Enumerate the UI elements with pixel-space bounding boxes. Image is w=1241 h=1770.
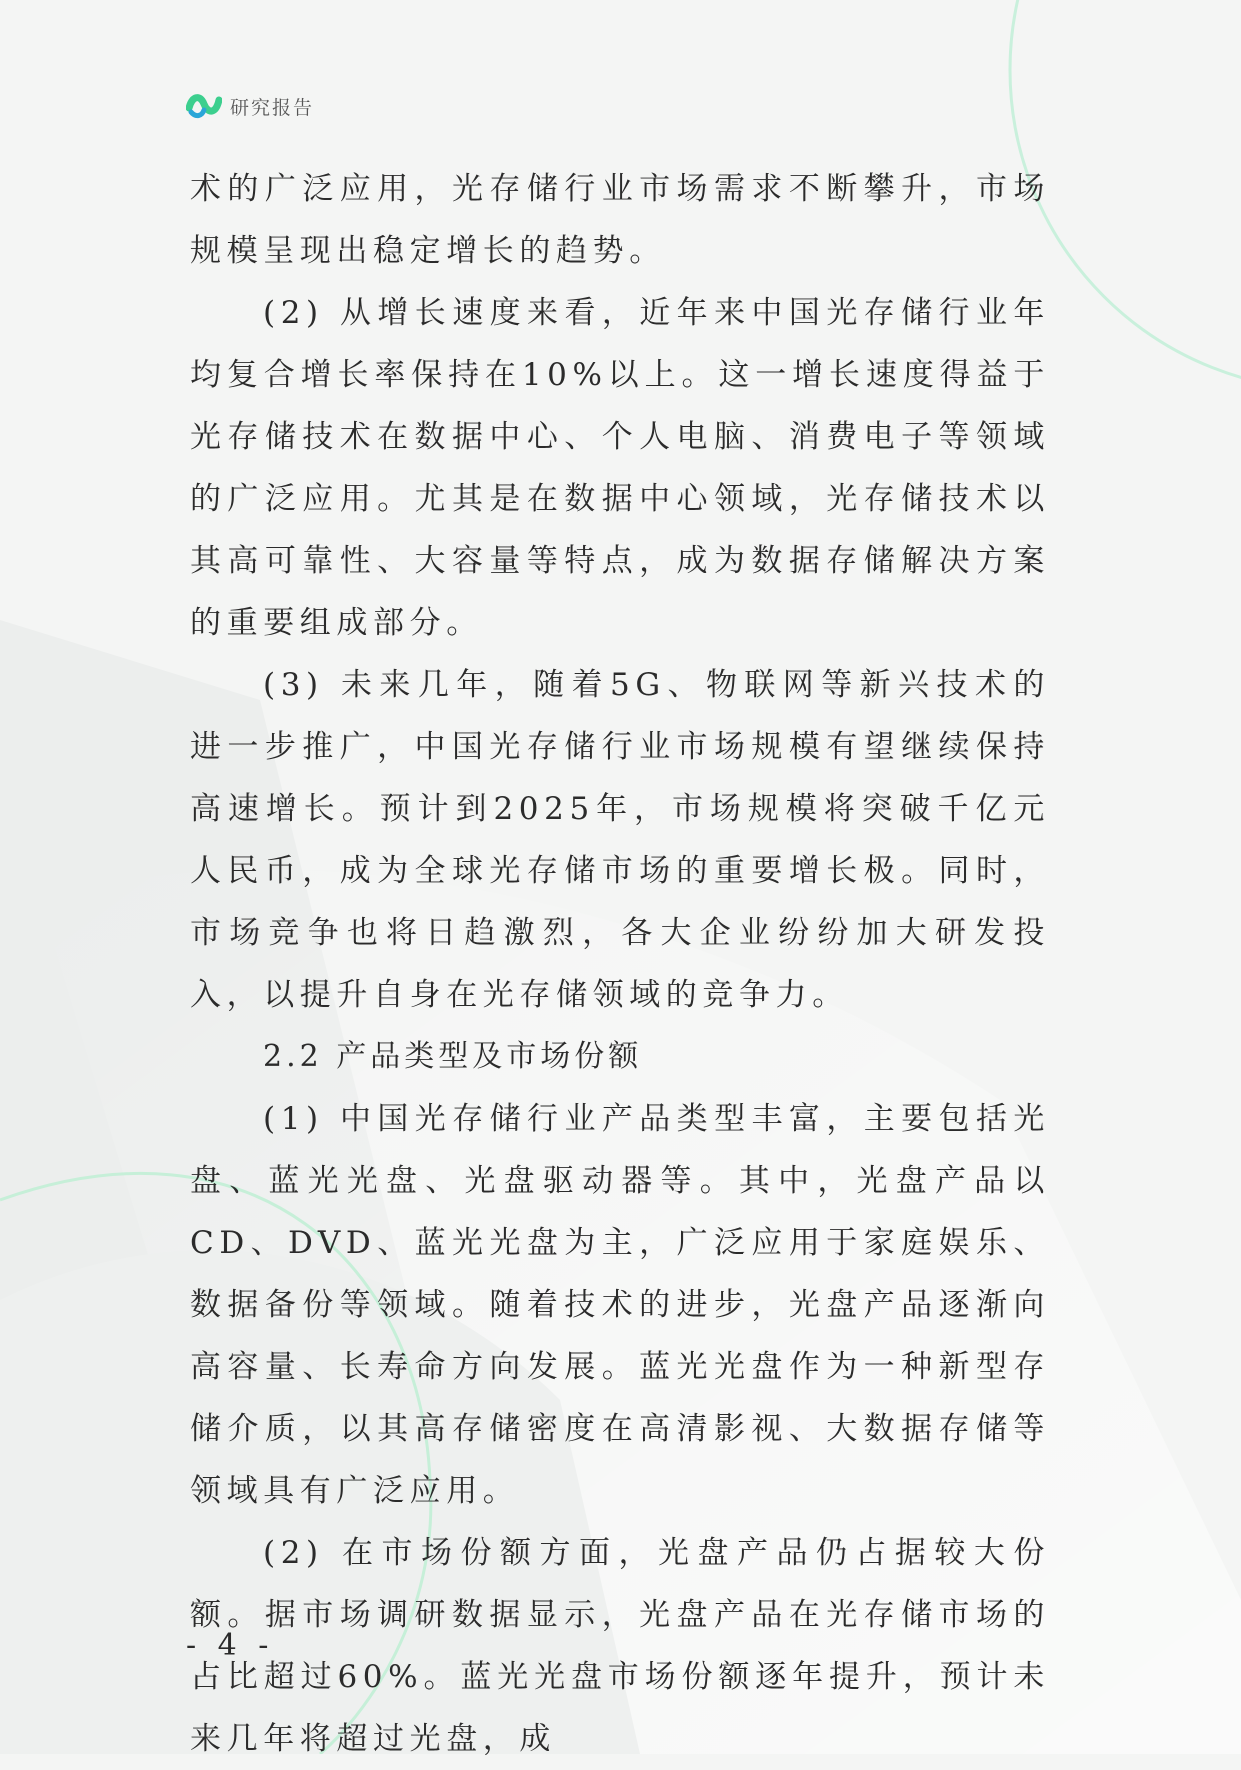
brand-logo-icon [186, 88, 222, 124]
paragraph-growth-rate: (2) 从增长速度来看，近年来中国光存储行业年均复合增长率保持在10%以上。这一增长速度得益于光存储技术在数据中心、个人电脑、消费电子等领域的广泛应用。尤其是在数据中心领域，光存储技术以其高可靠性、大容量等特点，成为数据存储解决方案的重要组成部分。 [190, 295, 1050, 641]
document-header [186, 86, 314, 126]
paragraph-market-share: (2) 在市场份额方面，光盘产品仍占据较大份额。据市场调研数据显示，光盘产品在光存储市场的占比超过60%。蓝光光盘市场份额逐年提升，预计未来几年将超过光盘，成 [190, 1535, 1050, 1757]
header-title: 研究报告 [230, 96, 315, 119]
paragraph-continuation: 术的广泛应用，光存储行业市场需求不断攀升，市场规模呈现出稳定增长的趋势。 [190, 171, 1050, 269]
paragraph-product-types: (1) 中国光存储行业产品类型丰富，主要包括光盘、蓝光光盘、光盘驱动器等。其中，光盘产品以CD、DVD、蓝光光盘为主，广泛应用于家庭娱乐、数据备份等领域。随着技术的进步，光盘产品逐渐向高容量、长寿命方向发展。蓝光光盘作为一种新型存储介质，以其高存储密度在高清影视、大数据存储等领域具有广泛应用。 [190, 1101, 1050, 1509]
page-number: - 4 - [186, 1628, 275, 1663]
section-heading: 2.2 产品类型及市场份额 [263, 1039, 643, 1074]
page-content [190, 158, 1050, 1770]
paragraph-future-outlook: (3) 未来几年，随着5G、物联网等新兴技术的进一步推广，中国光存储行业市场规模有望继续保持高速增长。预计到2025年，市场规模将突破千亿元人民币，成为全球光存储市场的重要增长极。同时，市场竞争也将日趋激烈，各大企业纷纷加大研发投入，以提升自身在光存储领域的竞争力。 [190, 667, 1050, 1013]
